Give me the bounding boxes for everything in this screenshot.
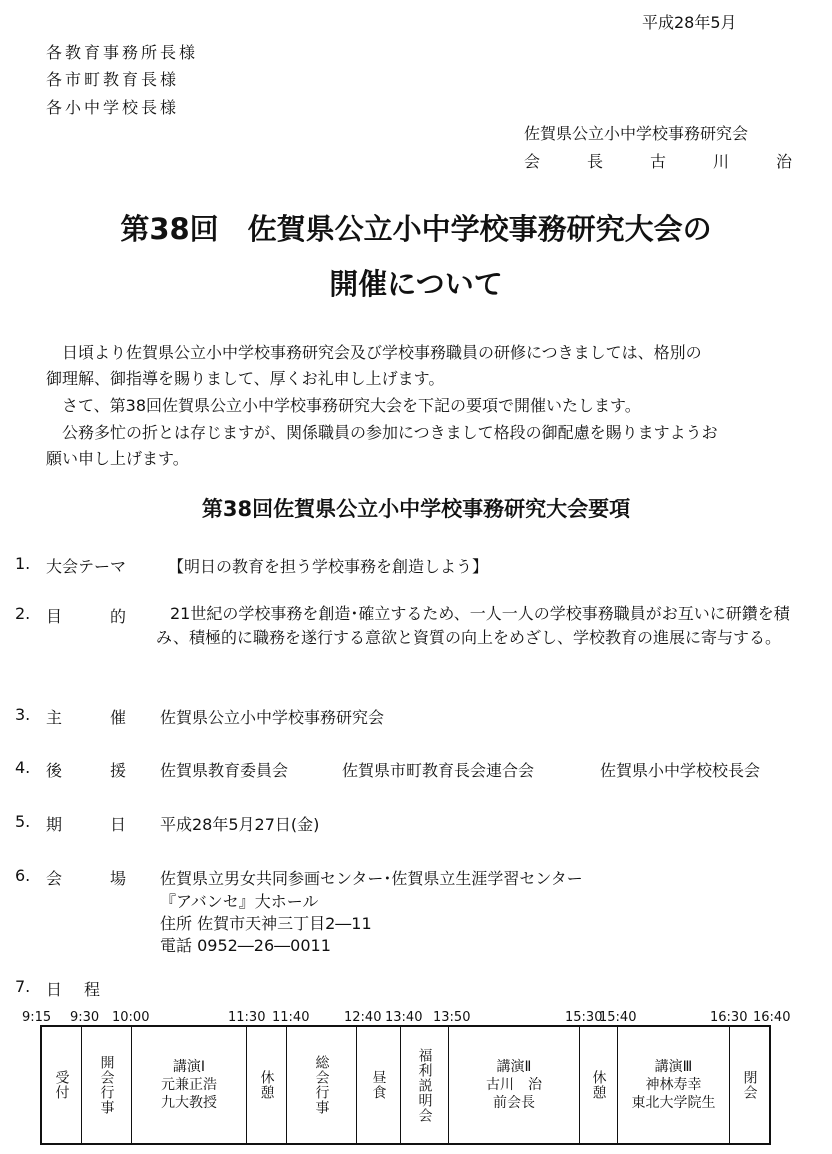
time-label: 9:30 — [70, 1010, 100, 1025]
body-paragraph: 御理解、御指導を賜りまして、厚くお礼申し上げます。 — [46, 369, 445, 388]
schedule-cell-closing: 閉会 — [741, 1070, 758, 1100]
item-number: 1. — [15, 554, 31, 573]
time-label: 12:40 — [344, 1010, 382, 1025]
sender-name: 会 長 古 川 治 — [524, 152, 792, 171]
item-label: 後 — [46, 761, 63, 780]
item-label: 日 — [46, 980, 63, 999]
schedule-cell-reception: 受付 — [42, 1027, 82, 1143]
addressee-line: 各小中学校長様 — [46, 98, 180, 117]
item-label: 催 — [110, 708, 127, 727]
item-number: 4. — [15, 758, 31, 777]
item-value: 佐賀県立男女共同参画センター･佐賀県立生涯学習センター — [160, 869, 583, 888]
item-label: 的 — [110, 607, 127, 626]
addressee-line: 各教育事務所長様 — [46, 43, 199, 62]
schedule-cell-general-meeting: 総会行事 — [287, 1027, 357, 1143]
item-number: 7. — [15, 977, 31, 996]
schedule-cell-break: 休憩 — [580, 1027, 618, 1143]
schedule-cell-opening: 開会行事 — [82, 1027, 132, 1143]
schedule-cell-break: 休憩 — [247, 1027, 287, 1143]
schedule-cell-lunch: 昼食 — [357, 1027, 401, 1143]
item-number: 5. — [15, 812, 31, 831]
schedule-table — [40, 1025, 771, 1145]
item-value: 佐賀県市町教育長会連合会 — [342, 761, 535, 780]
document-title-line2: 開催について — [329, 267, 503, 301]
body-paragraph: 願い申し上げます。 — [46, 449, 189, 468]
item-label: 程 — [84, 980, 101, 999]
body-paragraph: 日頃より佐賀県公立小中学校事務研究会及び学校事務職員の研修につきましては、格別の — [46, 343, 702, 362]
time-label: 16:40 — [753, 1010, 791, 1025]
item-label: 日 — [110, 815, 127, 834]
item-value: 佐賀県公立小中学校事務研究会 — [160, 708, 385, 727]
body-paragraph: さて、第38回佐賀県公立小中学校事務研究大会を下記の要項で開催いたします。 — [46, 396, 641, 415]
time-label: 13:40 — [385, 1010, 423, 1025]
time-label: 13:50 — [433, 1010, 471, 1025]
time-label: 11:40 — [272, 1010, 310, 1025]
item-value: 佐賀県小中学校校長会 — [600, 761, 761, 780]
time-label: 9:15 — [22, 1010, 52, 1025]
schedule-cell-welfare-briefing: 福利説明会 — [401, 1027, 449, 1143]
schedule-cell-lecture-2: 講演Ⅱ 古川 治 前会長 — [449, 1027, 580, 1143]
body-paragraph: 公務多忙の折とは存じますが、関係職員の参加につきまして格段の御配慮を賜りますようお — [46, 423, 718, 442]
item-label: 大会テーマ — [46, 557, 127, 576]
item-number: 2. — [15, 604, 31, 623]
item-number: 3. — [15, 705, 31, 724]
document-date: 平成28年5月 — [642, 13, 737, 32]
item-label: 会 — [46, 869, 63, 888]
item-value: 『アバンセ』大ホール — [160, 892, 319, 911]
sender-organization: 佐賀県公立小中学校事務研究会 — [524, 124, 749, 143]
item-label: 場 — [110, 869, 127, 888]
item-number: 6. — [15, 866, 31, 885]
schedule-cell-lecture-1: 講演Ⅰ 元兼正浩 九大教授 — [132, 1027, 247, 1143]
document-title: 第38回 佐賀県公立小中学校事務研究大会の — [120, 212, 712, 246]
item-value: 電話 0952―26―0011 — [160, 936, 331, 955]
item-label: 援 — [110, 761, 127, 780]
item-label: 目 — [46, 607, 63, 626]
addressee-line: 各市町教育長様 — [46, 70, 180, 89]
time-label: 11:30 — [228, 1010, 266, 1025]
item-label: 主 — [46, 708, 63, 727]
schedule-cell-lecture-3: 講演Ⅲ 神林寿幸 東北大学院生 — [618, 1027, 730, 1143]
time-label: 16:30 — [710, 1010, 748, 1025]
time-label: 15:30 — [565, 1010, 603, 1025]
item-label: 期 — [46, 815, 63, 834]
time-label: 15:40 — [599, 1010, 637, 1025]
item-value: 平成28年5月27日(金) — [160, 815, 320, 834]
time-label: 10:00 — [112, 1010, 150, 1025]
item-value: 21世紀の学校事務を創造･確立するため、一人一人の学校事務職員がお互いに研鑽を積み、積極的に職務を遂行する意欲と資質の向上をめざし、学校教育の進展に寄与する。 — [156, 604, 790, 647]
item-value: 【明日の教育を担う学校事務を創造しよう】 — [168, 557, 489, 576]
item-value: 佐賀県教育委員会 — [160, 761, 289, 780]
outline-heading: 第38回佐賀県公立小中学校事務研究大会要項 — [201, 497, 631, 521]
item-value: 住所 佐賀市天神三丁目2―11 — [160, 914, 372, 933]
